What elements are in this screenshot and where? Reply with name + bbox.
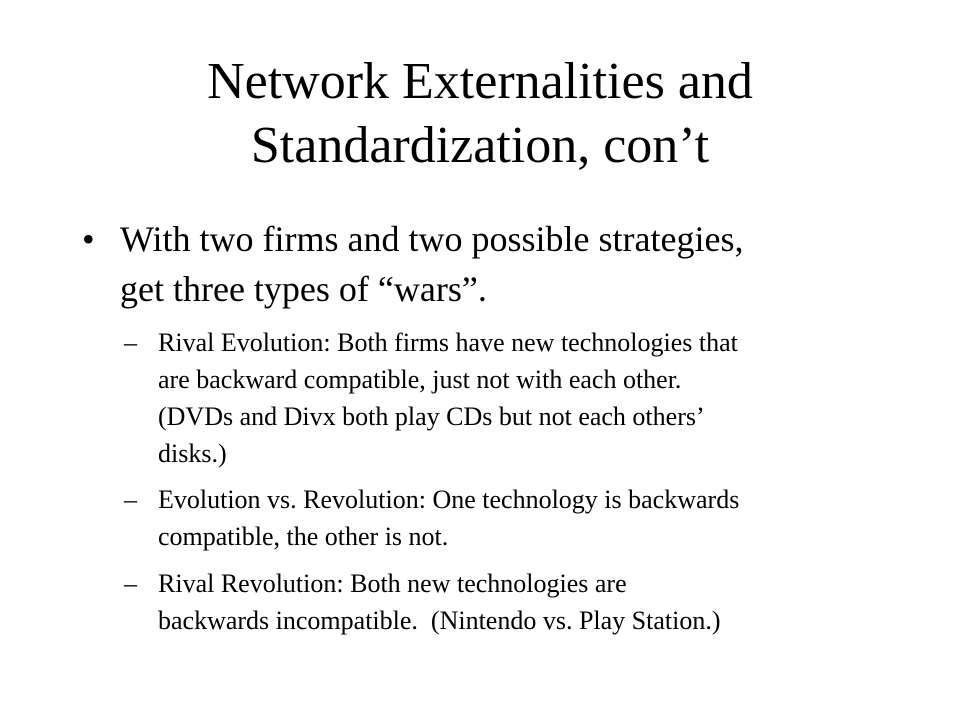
- main-bullet-line-2: get three types of “wars”.: [120, 269, 487, 309]
- dash-marker: –: [124, 328, 137, 357]
- sub-bullet-line: compatible, the other is not.: [158, 522, 449, 551]
- dash-marker: –: [124, 485, 137, 514]
- main-bullet-line-1: With two firms and two possible strategies,: [120, 219, 744, 259]
- sub-bullet-line: (DVDs and Divx both play CDs but not each others’: [158, 402, 705, 431]
- dash-marker: –: [124, 569, 137, 598]
- sub-bullet-line: Rival Revolution: Both new technologies are: [158, 569, 627, 598]
- sub-bullet-line: backwards incompatible. (Nintendo vs. Play Station.): [158, 606, 721, 635]
- slide-title-line-1: Network Externalities and: [207, 53, 753, 110]
- slide-title: [60, 50, 900, 178]
- sub-bullet-line: are backward compatible, just not with each other.: [158, 365, 682, 394]
- sub-bullet-line: Evolution vs. Revolution: One technology is backwards: [158, 485, 740, 514]
- sub-bullet-text: [158, 481, 918, 555]
- sub-bullet-text: [158, 324, 918, 472]
- slide-title-line-2: Standardization, con’t: [250, 117, 710, 174]
- sub-bullet-line: disks.): [158, 439, 227, 468]
- bullet-marker: •: [82, 219, 95, 259]
- sub-bullet-text: [158, 565, 918, 639]
- main-bullet-text: [120, 214, 910, 314]
- sub-bullet-line: Rival Evolution: Both firms have new technologies that: [158, 328, 738, 357]
